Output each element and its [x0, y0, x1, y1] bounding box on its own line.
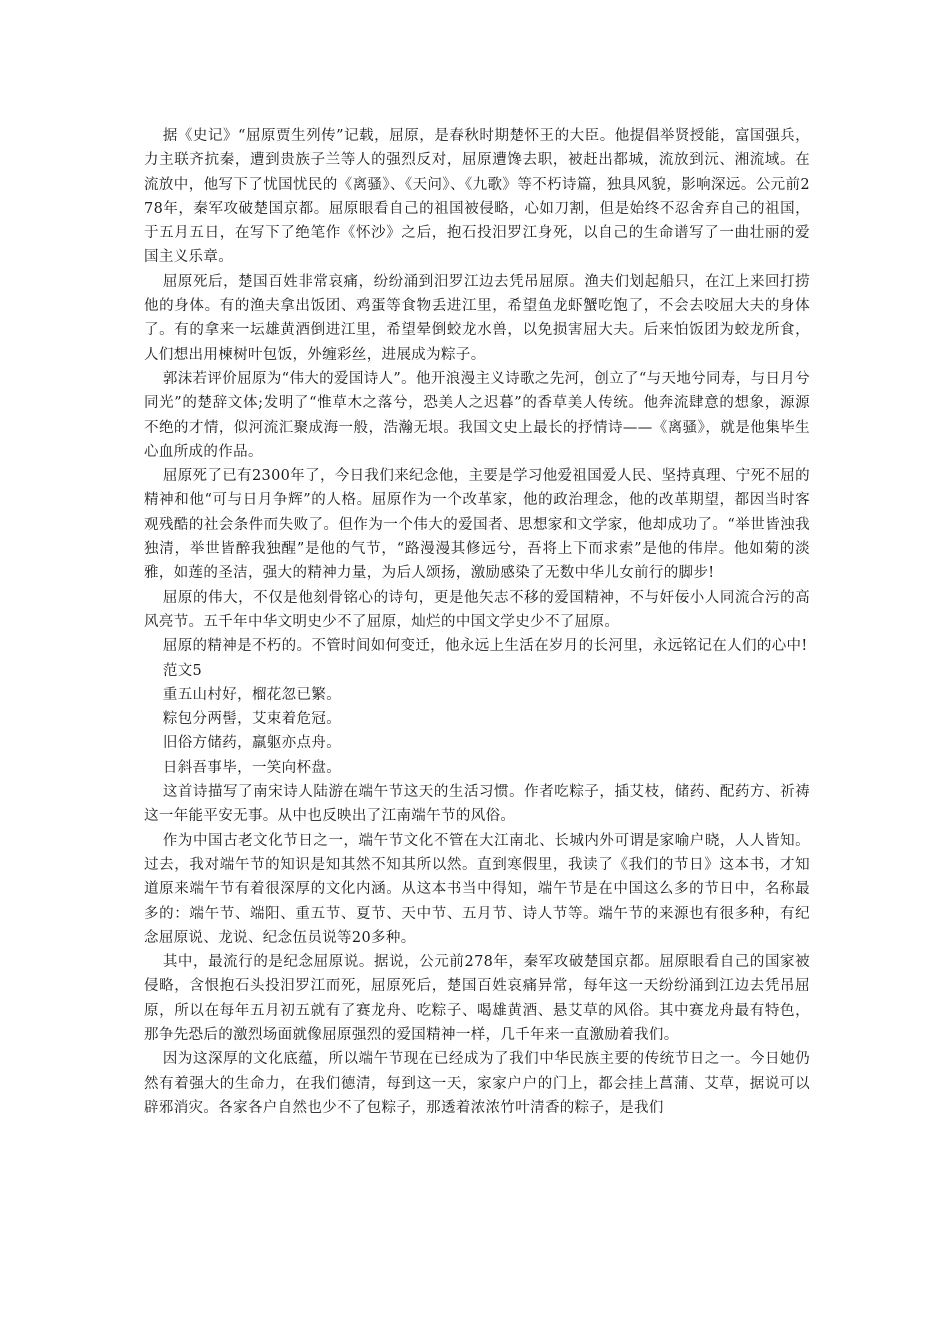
document-body	[144, 124, 810, 1120]
paragraph-popular-legend: 其中，最流行的是纪念屈原说。据说，公元前278年，秦军攻破楚国京都。屈原眼看自己的国家被侵略，含恨抱石头投汨罗江而死，屈原死后，楚国百姓哀痛异常，每年这一天纷纷涌到江边去凭吊屈原，所以在每年五月初五就有了赛龙舟、吃粽子、喝雄黄酒、悬艾草的风俗。其中赛龙舟最有特色，那争先恐后的激烈场面就像屈原强烈的爱国精神一样，几千年来一直激励着我们。	[144, 954, 810, 1043]
paragraph-festival-names: 作为中国古老文化节日之一，端午节文化不管在大江南北、长城内外可谓是家喻户晓，人人皆知。过去，我对端午节的知识是知其然不知其所以然。直到寒假里，我读了《我们的节日》这本书，才知道原来端午节有着很深厚的文化内涵。从这本书当中得知，端午节是在中国这么多的节日中，名称最多的：端午节、端阳、重五节、夏节、天中节、五月节、诗人节等。端午节的来源也有很多种，有纪念屈原说、龙说、纪念伍员说等20多种。	[144, 832, 810, 946]
paragraph-poem-commentary: 这首诗描写了南宋诗人陆游在端午节这天的生活习惯。作者吃粽子，插艾枝，储药、配药方、祈祷这一年能平安无事。从中也反映出了江南端午节的风俗。	[144, 784, 810, 825]
paragraph-modern-customs: 因为这深厚的文化底蕴，所以端午节现在已经成为了我们中华民族主要的传统节日之一。今日她仍然有着强大的生命力，在我们德清，每到这一天，家家户户的门上，都会挂上菖蒲、艾草，据说可以辟邪消灾。各家各户自然也少不了包粽子，那透着浓浓竹叶清香的粽子，是我们	[144, 1051, 810, 1116]
poem-line-4: 日斜吾事毕，一笑向杯盘。	[162, 759, 342, 776]
paragraph-immortal-spirit: 屈原的精神是不朽的。不管时间如何变迁，他永远上生活在岁月的长河里，永远铭记在人们的心中!	[162, 638, 808, 655]
paragraph-zongzi-origin: 屈原死后，楚国百姓非常哀痛，纷纷涌到汨罗江边去凭吊屈原。渔夫们划起船只，在江上来回打捞他的身体。有的渔夫拿出饭团、鸡蛋等食物丢进江里，希望鱼龙虾蟹吃饱了，不会去咬屈大夫的身体了。有的拿来一坛雄黄酒倒进江里，希望晕倒蛟龙水兽，以免损害屈大夫。后来怕饭团为蛟龙所食，人们想出用楝树叶包饭，外缠彩丝，进展成为粽子。	[144, 273, 810, 363]
paragraph-greatness: 屈原的伟大，不仅是他刻骨铭心的诗句，更是他矢志不移的爱国精神，不与奸佞小人同流合污的高风亮节。五千年中华文明史少不了屈原，灿烂的中国文学史少不了屈原。	[144, 589, 810, 630]
paragraph-guo-moruo-evaluation: 郭沫若评价屈原为“伟大的爱国诗人”。他开浪漫主义诗歌之先河，创立了“与天地兮同寿，与日月兮同光”的楚辞文体;发明了“惟草木之落兮，恐美人之迟暮”的香草美人传统。他奔流肆意的想象，源源不绝的才情，似河流汇聚成海一般，浩瀚无垠。我国文史上最长的抒情诗——《离骚》，就是他集毕生心血所成的作品。	[144, 370, 810, 460]
paragraph-commemoration: 屈原死了已有2300年了，今日我们来纪念他，主要是学习他爱祖国爱人民、坚持真理、宁死不屈的精神和他“可与日月争辉”的人格。屈原作为一个改革家，他的政治理念，他的改革期望，都因当时客观残酷的社会条件而失败了。但作为一个伟大的爱国者、思想家和文学家，他却成功了。“举世皆浊我独清，举世皆醉我独醒”是他的气节，“路漫漫其修远兮，吾将上下而求索”是他的伟岸。他如菊的淡雅，如莲的圣洁，强大的精神力量，为后人颂扬，激励感染了无数中华儿女前行的脚步!	[144, 468, 810, 582]
poem-line-1: 重五山村好，榴花忽已繁。	[162, 686, 342, 703]
section-heading-sample-5: 范文5	[162, 662, 203, 679]
paragraph-qu-yuan-biography: 据《史记》“屈原贾生列传”记载，屈原，是春秋时期楚怀王的大臣。他提倡举贤授能，富国强兵，力主联齐抗秦，遭到贵族子兰等人的强烈反对，屈原遭馋去职，被赶出都城，流放到沅、湘流域。在流放中，他写下了忧国忧民的《离骚》、《天问》、《九歌》等不朽诗篇，独具风貌，影响深远。公元前278年，秦军攻破楚国京都。屈原眼看自己的祖国被侵略，心如刀割，但是始终不忍舍弃自己的祖国，于五月五日，在写下了绝笔作《怀沙》之后，抱石投汨罗江身死，以自己的生命谱写了一曲壮丽的爱国主义乐章。	[144, 128, 810, 266]
poem-line-2: 粽包分两髻，艾束着危冠。	[162, 711, 342, 728]
poem-line-3: 旧俗方储药，羸躯亦点舟。	[162, 735, 342, 752]
